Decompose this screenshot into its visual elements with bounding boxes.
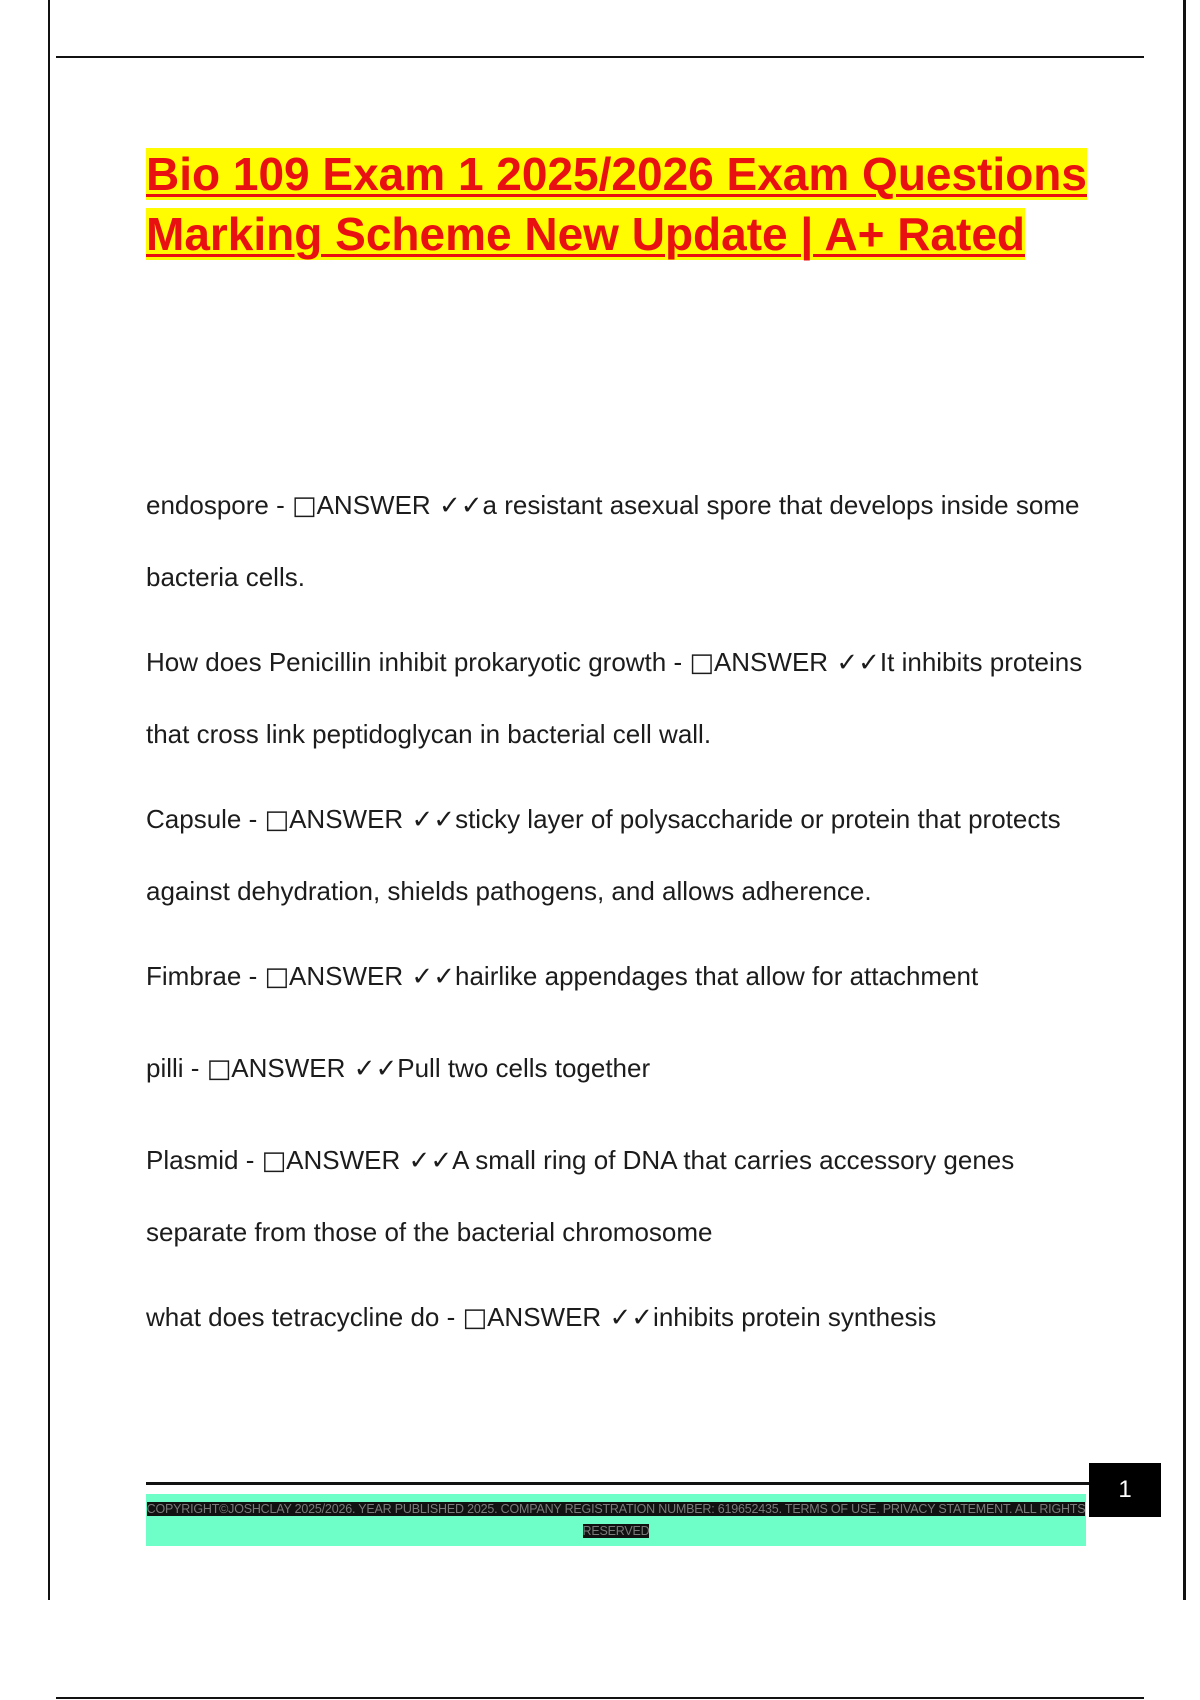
qa-item [146,784,1086,927]
answer-label: ANSWER [713,647,829,677]
qa-item [146,627,1086,770]
qa-answer: Pull two cells together [397,1053,651,1083]
qa-separator: - [238,1145,262,1175]
answer-label: ANSWER [231,1053,346,1083]
answer-label: ANSWER [487,1302,602,1332]
missing-glyph-icon: □ [206,1054,232,1084]
checkmark-icon: ✓✓ [345,1054,398,1084]
checkmark-icon: ✓✓ [430,491,483,521]
qa-answer: inhibits protein synthesis [653,1302,937,1332]
missing-glyph-icon: □ [261,1146,287,1176]
checkmark-icon: ✓✓ [403,805,456,835]
page-number: 1 [1089,1463,1161,1517]
right-border-line [1183,0,1186,1600]
qa-item [146,941,1086,1013]
qa-item [146,1282,1086,1354]
qa-item [146,470,1086,613]
qa-answer: a resistant asexual spore that develops inside some bacteria cells. [146,490,1080,592]
qa-term: Fimbrae [146,961,242,991]
qa-separator: - [241,961,265,991]
copyright-footer [146,1494,1086,1546]
qa-term: endospore [146,490,269,520]
qa-separator: - [439,1302,463,1332]
answer-label: ANSWER [289,804,404,834]
checkmark-icon: ✓✓ [828,648,880,678]
answer-label: ANSWER [316,490,431,520]
missing-glyph-icon: □ [292,491,317,521]
qa-term: Plasmid [146,1145,239,1175]
checkmark-icon: ✓✓ [403,962,456,992]
header-rule [56,56,1144,58]
missing-glyph-icon: □ [462,1303,488,1333]
qa-item [146,1125,1086,1268]
left-border-line [48,0,50,1600]
qa-term: what does tetracycline do [146,1302,440,1332]
qa-separator: - [183,1053,207,1083]
missing-glyph-icon: □ [264,805,290,835]
checkmark-icon: ✓✓ [400,1146,453,1176]
qa-answer: hairlike appendages that allow for attachment [455,961,979,991]
qa-answer: A small ring of DNA that carries accessory genes separate from those of the bacterial chromosome [146,1145,1015,1247]
qa-answer: It inhibits proteins that cross link peptidoglycan in bacterial cell wall. [146,647,1083,749]
copyright-text: COPYRIGHT©JOSHCLAY 2025/2026. YEAR PUBLISHED 2025. COMPANY REGISTRATION NUMBER: 619652435. TERMS OF USE. PRIVACY STATEMENT. ALL RIGHTS RESERVED [146,1502,1086,1538]
next-page-top-rule [56,1697,1144,1699]
qa-term: Capsule [146,804,242,834]
qa-term: pilli [146,1053,184,1083]
footer-rule [146,1482,1090,1485]
qa-separator: - [241,804,265,834]
answer-label: ANSWER [289,961,404,991]
qa-answer: sticky layer of polysaccharide or protein that protects against dehydration, shields pathogens, and allows adherence. [146,804,1061,906]
qa-separator: - [666,647,690,677]
qa-term: How does Penicillin inhibit prokaryotic growth [146,647,667,677]
answer-label: ANSWER [286,1145,401,1175]
qa-list [146,470,1086,1374]
qa-item [146,1033,1086,1105]
qa-separator: - [268,490,292,520]
document-title [146,144,1096,264]
missing-glyph-icon: □ [264,962,290,992]
document-title-text: Bio 109 Exam 1 2025/2026 Exam Questions Marking Scheme New Update | A+ Rated [146,148,1087,260]
missing-glyph-icon: □ [689,648,714,678]
checkmark-icon: ✓✓ [601,1303,654,1333]
